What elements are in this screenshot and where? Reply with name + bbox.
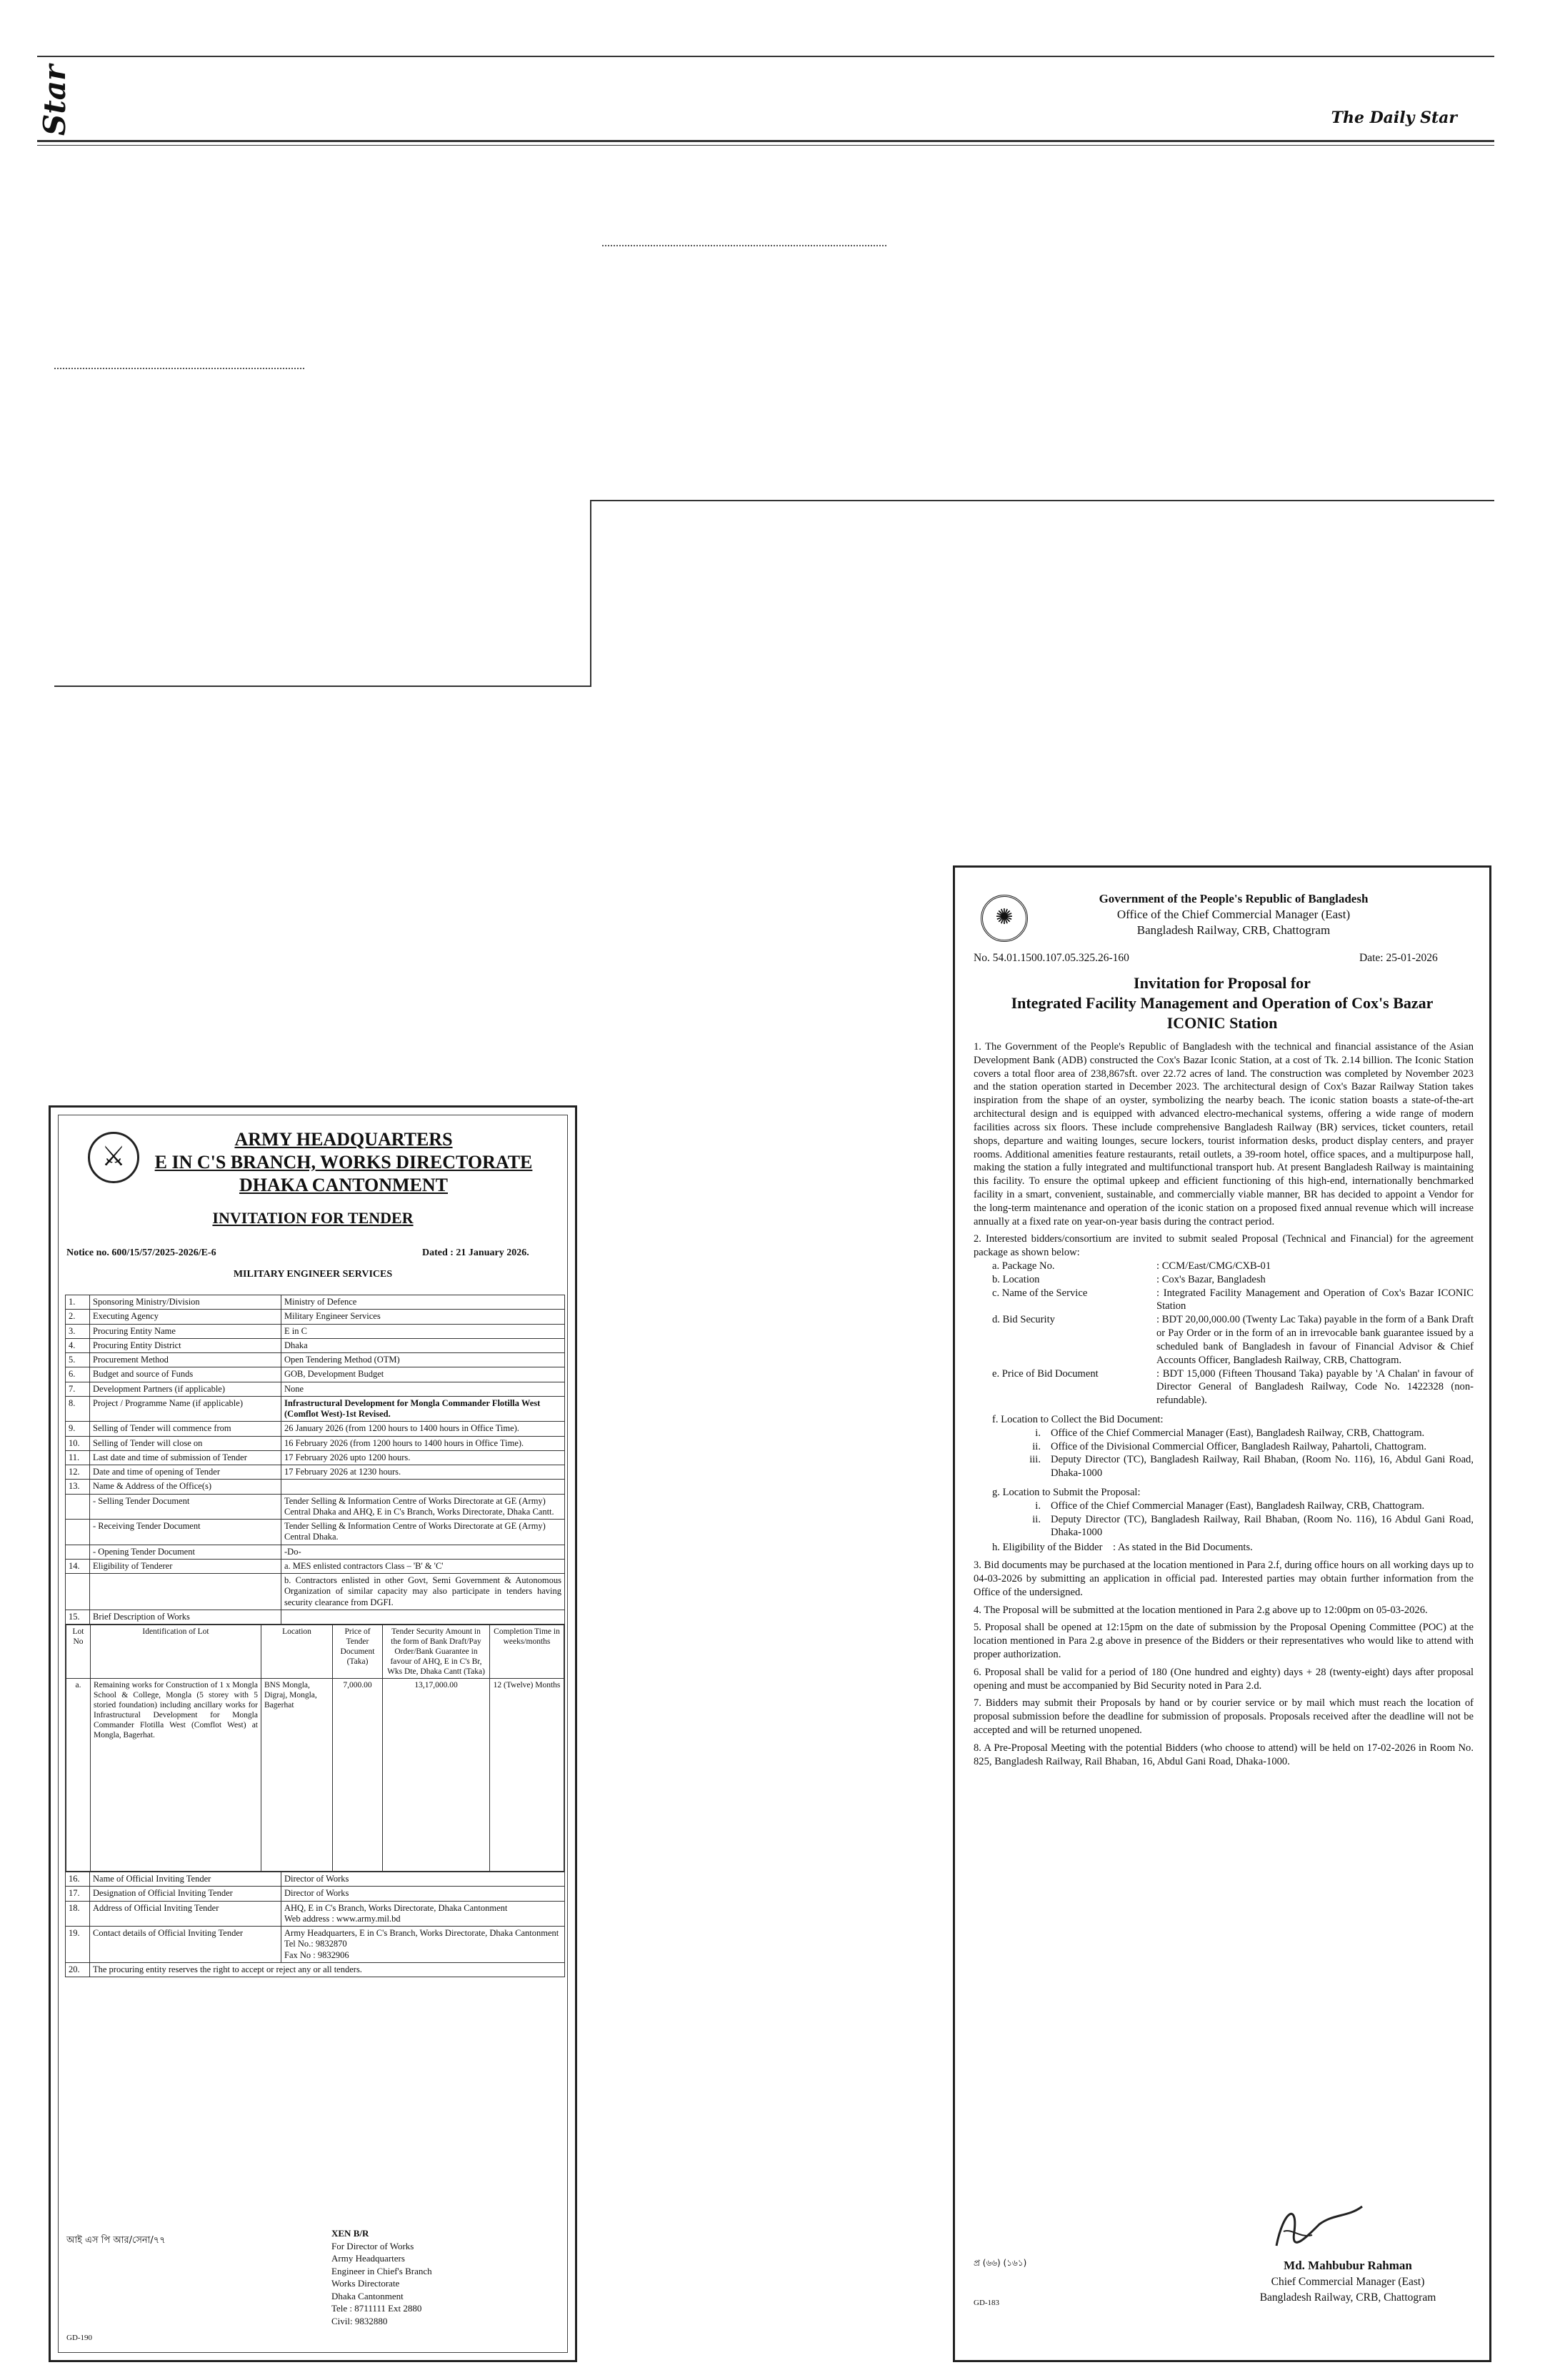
header-rule	[37, 140, 1494, 142]
table-row-number: 18.	[66, 1901, 90, 1927]
table-row	[66, 1927, 565, 1963]
item-index: i.	[1035, 1500, 1041, 1512]
paragraph: 6. Proposal shall be valid for a period of 180 (One hundred and eighty) days + 28 (twenty-eight) days after proposal opening and must be accompanied by Bid Security noted in Para 2.d.	[974, 1666, 1474, 1692]
table-key: - Opening Tender Document	[90, 1545, 281, 1559]
table-row	[66, 1494, 565, 1520]
table-row	[66, 1338, 565, 1352]
ad-body	[974, 1040, 1474, 1772]
table-value: Military Engineer Services	[281, 1310, 565, 1324]
table-key: Designation of Official Inviting Tender	[90, 1887, 281, 1901]
table-cell: The procuring entity reserves the right to accept or reject any or all tenders.	[90, 1962, 565, 1977]
table-value: a. MES enlisted contractors Class – 'B' & 'C'	[281, 1559, 565, 1573]
table-row-number: 9.	[66, 1422, 90, 1436]
table-value-line: Director of Works	[284, 1888, 349, 1899]
table-value: Infrastructural Development for Mongla Commander Flotilla West (Comflot West)-1st Revised.	[281, 1396, 565, 1422]
table-key: Selling of Tender will close on	[90, 1436, 281, 1450]
package-detail-row	[992, 1260, 1474, 1273]
notice-date: Dated : 21 January 2026.	[422, 1247, 529, 1258]
lot-cell: Remaining works for Construction of 1 x Mongla School & College, Mongla (5 storey with 5 storied foundation) including ancillary works for Infrastructural Development for Mongla Commander Flotilla West (Comflot West) at Mongla, Bagerhat.	[91, 1679, 261, 1872]
ad-code: GD-183	[974, 2299, 1000, 2307]
table-row-number: 3.	[66, 1324, 90, 1338]
masthead-left-logo: Star	[37, 64, 72, 136]
table-row-number	[66, 1574, 90, 1610]
item-text: Office of the Divisional Commercial Officer, Bangladesh Railway, Pahartoli, Chattogram.	[1051, 1440, 1427, 1452]
detail-label: e. Price of Bid Document	[992, 1367, 1099, 1380]
table-key: Sponsoring Ministry/Division	[90, 1295, 281, 1310]
gp-code: প্র (৬৬) (১৬১)	[974, 2258, 1027, 2268]
ad-title: Invitation for Proposal for	[1134, 974, 1311, 992]
sub-heading: f. Location to Collect the Bid Document:	[992, 1413, 1164, 1425]
table-row-number	[66, 1520, 90, 1545]
item-index: i.	[1035, 1427, 1041, 1439]
table-value: 17 February 2026 upto 1200 hours.	[281, 1450, 565, 1465]
detail-value: : CCM/East/CMG/CXB-01	[1156, 1260, 1271, 1272]
table-row-number: 15.	[66, 1610, 90, 1624]
table-row	[66, 1545, 565, 1559]
table-value: b. Contractors enlisted in other Govt, Semi Government & Autonomous Organization of similar capacity may also participate in tenders having security clearance from DGFI.	[281, 1574, 565, 1610]
item-index: iii.	[1029, 1454, 1041, 1466]
memo-date: Date: 25-01-2026	[1359, 952, 1438, 964]
lot-header: Tender Security Amount in the form of Bank Draft/Pay Order/Bank Guarantee in favour of AHQ, E in C's Br, Wks Dte, Dhaka Cantt (Taka)	[383, 1625, 490, 1679]
table-value: GOB, Development Budget	[281, 1367, 565, 1382]
table-row	[66, 1367, 565, 1382]
signature-line: Tele : 8711111 Ext 2880	[331, 2303, 422, 2314]
notice-number: Notice no. 600/15/57/2025-2026/E-6	[66, 1247, 216, 1258]
table-key: Name of Official Inviting Tender	[90, 1872, 281, 1887]
table-row-number	[66, 1545, 90, 1559]
table-value: -Do-	[281, 1545, 565, 1559]
table-row-number: 7.	[66, 1382, 90, 1396]
lot-header: Location	[261, 1625, 333, 1679]
location-item	[974, 1427, 1474, 1440]
paragraph: 1. The Government of the People's Republic of Bangladesh with the technical and financial assistance of the Asian Development Bank (ADB) constructed the Cox's Bazar Iconic Station, at a cost of Tk. 2.14 billion. The Iconic Station covers a total floor area of 238,867sft. over 22.72 acres of land. The construction was completed by November 2023 and the station operation started in December 2023. The architectural design of Cox's Bazar Railway Station takes inspiration from the shape of an oyster, symbolizing the nearby beach. The iconic station boasts a state-of-the-art architectural design and is equipped with advanced electro-mechanical systems, offering a wide range of modern facilities across six floors. These include comprehensive Bangladesh Railway (BR) services, ticket counters, retail shops, departure and waiting lounges, secure lockers, tourist information desks, product display centers, and prayer rooms. Additional amenities feature restaurants, retail outlets, a 39-room hotel, office spaces, and a multipurpose hall, making the station a fully integrated and multifunctional transport hub. At present Bangladesh Railway is maintaining this facility. To ensure the optimal upkeep and efficient functioning of this high-end, internationally benchmarked facility in a smart, convenient, sustainable, and commercially viable manner, BR has decided to appoint a Vendor for the long-term maintenance and operation of the iconic station on a proposed fixed annual revenue which will increase annually at a fixed rate on year-on-year basis during the contract period.	[974, 1041, 1474, 1227]
table-value-line: Director of Works	[284, 1874, 349, 1884]
package-detail-row	[992, 1367, 1474, 1407]
signature-line: Army Headquarters	[331, 2253, 405, 2264]
ad-title: Integrated Facility Management and Operation of Cox's Bazar	[1011, 994, 1434, 1012]
table-key: Date and time of opening of Tender	[90, 1465, 281, 1480]
signatory-title: Bangladesh Railway, CRB, Chattogram	[1259, 2291, 1436, 2304]
table-key: Procurement Method	[90, 1353, 281, 1367]
table-key: Last date and time of submission of Tender	[90, 1450, 281, 1465]
table-value-line: Army Headquarters, E in C's Branch, Works Directorate, Dhaka Cantonment	[284, 1928, 559, 1939]
detail-value: : Cox's Bazar, Bangladesh	[1156, 1273, 1266, 1285]
detail-label: a. Package No.	[992, 1260, 1055, 1272]
signature-line: Civil: 9832880	[331, 2315, 388, 2326]
package-detail-row	[992, 1313, 1474, 1367]
table-value	[281, 1901, 565, 1927]
column-rule	[54, 686, 591, 687]
table-row-number: 12.	[66, 1465, 90, 1480]
table-row	[66, 1480, 565, 1494]
crossed-swords-emblem-icon: ⚔	[88, 1132, 139, 1183]
detail-label: b. Location	[992, 1273, 1040, 1285]
table-value: Open Tendering Method (OTM)	[281, 1353, 565, 1367]
table-row	[66, 1465, 565, 1480]
header-rule-thin	[37, 145, 1494, 146]
table-key: Name & Address of the Office(s)	[90, 1480, 281, 1494]
location-item	[974, 1453, 1474, 1480]
table-value	[281, 1610, 565, 1624]
ad-heading: E IN C'S BRANCH, WORKS DIRECTORATE	[154, 1152, 533, 1173]
paragraph: 4. The Proposal will be submitted at the location mentioned in Para 2.g above up to 12:00pm on 05-03-2026.	[974, 1604, 1428, 1616]
table-row	[66, 1610, 565, 1624]
table-value: Ministry of Defence	[281, 1295, 565, 1310]
lot-header: Price of Tender Document (Taka)	[333, 1625, 383, 1679]
signatory-title: Chief Commercial Manager (East)	[1271, 2276, 1425, 2288]
table-row-number	[66, 1494, 90, 1520]
lot-header: Completion Time in weeks/months	[490, 1625, 564, 1679]
table-key: - Receiving Tender Document	[90, 1520, 281, 1545]
signature-line: Engineer in Chief's Branch	[331, 2265, 432, 2276]
package-detail-row	[992, 1273, 1474, 1287]
lot-cell: BNS Mongla, Digraj, Mongla, Bagerhat	[261, 1679, 333, 1872]
top-rule	[37, 56, 1494, 57]
table-row	[66, 1520, 565, 1545]
detail-value: : BDT 20,00,000.00 (Twenty Lac Taka) payable in the form of a Bank Draft or Pay Order or in the form of an in irrevocable bank guarantee issued by a scheduled bank of Bangladesh in favour of Financial Advisor & Chief Accounts Officer, Bangladesh Railway, CRB, Chattogram.	[1156, 1314, 1474, 1366]
ad-heading: Bangladesh Railway, CRB, Chattogram	[1136, 923, 1331, 937]
table-key: Budget and source of Funds	[90, 1367, 281, 1382]
table-row	[66, 1887, 565, 1901]
ad-heading: ARMY HEADQUARTERS	[234, 1129, 453, 1150]
table-value-line: Tel No.: 9832870	[284, 1939, 347, 1949]
table-key: Eligibility of Tenderer	[90, 1559, 281, 1573]
item-text: Deputy Director (TC), Bangladesh Railway, Rail Bhaban, (Room No. 116), 16, Abdul Gani Road, Dhaka-1000	[1051, 1454, 1474, 1480]
table-value: E in C	[281, 1324, 565, 1338]
table-value: None	[281, 1382, 565, 1396]
government-seal-icon: ✺	[981, 895, 1028, 942]
tender-table	[65, 1295, 565, 1977]
table-value-line: Web address : www.army.mil.bd	[284, 1913, 401, 1924]
column-rule-vertical	[590, 500, 591, 687]
table-value: Tender Selling & Information Centre of Works Directorate at GE (Army) Central Dhaka.	[281, 1520, 565, 1545]
table-row-number: 17.	[66, 1887, 90, 1901]
table-row-number: 5.	[66, 1353, 90, 1367]
item-index: ii.	[1032, 1440, 1041, 1452]
table-key: Brief Description of Works	[90, 1610, 281, 1624]
memo-number: No. 54.01.1500.107.05.325.26-160	[974, 952, 1129, 964]
detail-value: : BDT 15,000 (Fifteen Thousand Taka) payable by 'A Chalan' in favour of Director General of Bangladesh Railway, Code No. 1422328 (non-refundable).	[1156, 1367, 1474, 1407]
table-row	[66, 1436, 565, 1450]
lot-header: Lot No	[66, 1625, 91, 1679]
signature-line: Works Directorate	[331, 2278, 400, 2289]
table-row-number: 14.	[66, 1559, 90, 1573]
ad-title: ICONIC Station	[1166, 1014, 1278, 1032]
table-value: 16 February 2026 (from 1200 hours to 1400 hours in Office Time).	[281, 1436, 565, 1450]
table-value: 17 February 2026 at 1230 hours.	[281, 1465, 565, 1480]
location-item	[974, 1500, 1474, 1513]
table-value-line: AHQ, E in C's Branch, Works Directorate, Dhaka Cantonment	[284, 1902, 508, 1913]
table-row	[66, 1353, 565, 1367]
ad-code: GD-190	[66, 2334, 93, 2342]
table-key	[90, 1574, 281, 1610]
lot-cell: 12 (Twelve) Months	[490, 1679, 564, 1872]
item-text: Deputy Director (TC), Bangladesh Railway, Rail Bhaban, (Room No. 116), 16 Abdul Gani Road, Dhaka-1000	[1051, 1513, 1474, 1539]
table-row	[66, 1422, 565, 1436]
table-value	[281, 1887, 565, 1901]
signatory-name: Md. Mahbubur Rahman	[1284, 2259, 1412, 2272]
table-key: Selling of Tender will commence from	[90, 1422, 281, 1436]
detail-label: d. Bid Security	[992, 1314, 1055, 1326]
sub-heading: g. Location to Submit the Proposal:	[992, 1487, 1141, 1498]
item-text: Office of the Chief Commercial Manager (East), Bangladesh Railway, CRB, Chattogram.	[1051, 1427, 1425, 1439]
table-row-number: 1.	[66, 1295, 90, 1310]
masthead-right-logo: The Daily Star	[1331, 109, 1457, 127]
location-item	[974, 1440, 1474, 1454]
paragraph: 3. Bid documents may be purchased at the location mentioned in Para 2.f, during office hours on all working days up to 04-03-2026 by submitting an application in official pad. Interested parties may obtain further information from the Office of the undersigned.	[974, 1560, 1474, 1598]
ad-heading: Government of the People's Republic of Bangladesh	[1099, 892, 1369, 905]
table-row-number: 16.	[66, 1872, 90, 1887]
table-value	[281, 1480, 565, 1494]
table-value	[281, 1927, 565, 1963]
signature-line: For Director of Works	[331, 2240, 414, 2251]
table-key: Procuring Entity District	[90, 1338, 281, 1352]
table-value: 26 January 2026 (from 1200 hours to 1400 hours in Office Time).	[281, 1422, 565, 1436]
item-text: Office of the Chief Commercial Manager (East), Bangladesh Railway, CRB, Chattogram.	[1051, 1500, 1425, 1512]
dotted-divider	[54, 368, 304, 369]
table-value	[281, 1872, 565, 1887]
table-key: Project / Programme Name (if applicable)	[90, 1396, 281, 1422]
table-key: Address of Official Inviting Tender	[90, 1901, 281, 1927]
paragraph: 2. Interested bidders/consortium are invited to submit sealed Proposal (Technical and Financial) for the agreement package as shown below:	[974, 1233, 1474, 1259]
table-row-number: 19.	[66, 1927, 90, 1963]
army-tender-advertisement	[49, 1105, 577, 2362]
table-key: Executing Agency	[90, 1310, 281, 1324]
signature-block	[331, 2227, 432, 2327]
table-row	[66, 1574, 565, 1610]
detail-label: c. Name of the Service	[992, 1287, 1088, 1299]
railway-proposal-advertisement	[953, 865, 1491, 2362]
dotted-divider	[602, 245, 886, 246]
table-row	[66, 1382, 565, 1396]
table-row-number: 6.	[66, 1367, 90, 1382]
table-row	[66, 1396, 565, 1422]
table-row-number: 8.	[66, 1396, 90, 1422]
table-row	[66, 1295, 565, 1310]
table-row	[66, 1559, 565, 1573]
lot-cell: 7,000.00	[333, 1679, 383, 1872]
column-rule	[590, 500, 1494, 501]
table-key: Contact details of Official Inviting Tender	[90, 1927, 281, 1963]
table-value-line: Fax No : 9832906	[284, 1949, 349, 1960]
paragraph: 8. A Pre-Proposal Meeting with the potential Bidders (who choose to attend) will be held on 17-02-2026 in Room No. 825, Bangladesh Railway, Rail Bhaban, 16, Abdul Gani Road, Dhaka-1000.	[974, 1742, 1474, 1767]
table-row	[66, 1901, 565, 1927]
lot-cell: 13,17,000.00	[383, 1679, 490, 1872]
table-row-number: 11.	[66, 1450, 90, 1465]
paragraph: 7. Bidders may submit their Proposals by hand or by courier service or by mail which must reach the location of proposal submission before the deadline for submission of proposals. Proposals received after the deadline will not be accepted and will be returned unopened.	[974, 1697, 1474, 1736]
table-row-number: 4.	[66, 1338, 90, 1352]
item-index: ii.	[1032, 1513, 1041, 1525]
table-row-number: 13.	[66, 1480, 90, 1494]
paragraph: 5. Proposal shall be opened at 12:15pm on the date of submission by the Proposal Opening Committee (POC) at the location mentioned in Para 2.g above in presence of the Bidders or their representatives who would like to attend with proper authorization.	[974, 1622, 1474, 1660]
table-row-number: 2.	[66, 1310, 90, 1324]
table-row	[66, 1872, 565, 1887]
table-value: Tender Selling & Information Centre of Works Directorate at GE (Army) Central Dhaka and AHQ, E in C's Branch, Works Directorate, Dhaka Cantt.	[281, 1494, 565, 1520]
table-key: - Selling Tender Document	[90, 1494, 281, 1520]
lot-cell: a.	[66, 1679, 91, 1872]
lot-header: Identification of Lot	[91, 1625, 261, 1679]
table-row	[66, 1310, 565, 1324]
table-value: Dhaka	[281, 1338, 565, 1352]
table-row	[66, 1450, 565, 1465]
ad-heading: Office of the Chief Commercial Manager (East)	[1116, 908, 1351, 921]
location-item	[974, 1513, 1474, 1540]
table-key: Development Partners (if applicable)	[90, 1382, 281, 1396]
ad-title: INVITATION FOR TENDER	[212, 1209, 414, 1227]
table-key: Procuring Entity Name	[90, 1324, 281, 1338]
package-detail-row	[992, 1287, 1474, 1314]
signature-line: Dhaka Cantonment	[331, 2290, 404, 2301]
table-row-number: 20.	[66, 1962, 90, 1977]
table-row-number: 10.	[66, 1436, 90, 1450]
detail-value: : Integrated Facility Management and Operation of Cox's Bazar ICONIC Station	[1156, 1287, 1474, 1312]
ad-subtitle: MILITARY ENGINEER SERVICES	[233, 1269, 393, 1280]
ispr-code: আই এস পি আর/সেনা/৭৭	[66, 2235, 166, 2246]
paragraph: h. Eligibility of the Bidder : As stated in the Bid Documents.	[992, 1542, 1253, 1554]
table-row	[66, 1324, 565, 1338]
signature-line: XEN B/R	[331, 2228, 369, 2239]
ad-heading: DHAKA CANTONMENT	[239, 1175, 449, 1195]
handwritten-signature	[1262, 2196, 1376, 2260]
